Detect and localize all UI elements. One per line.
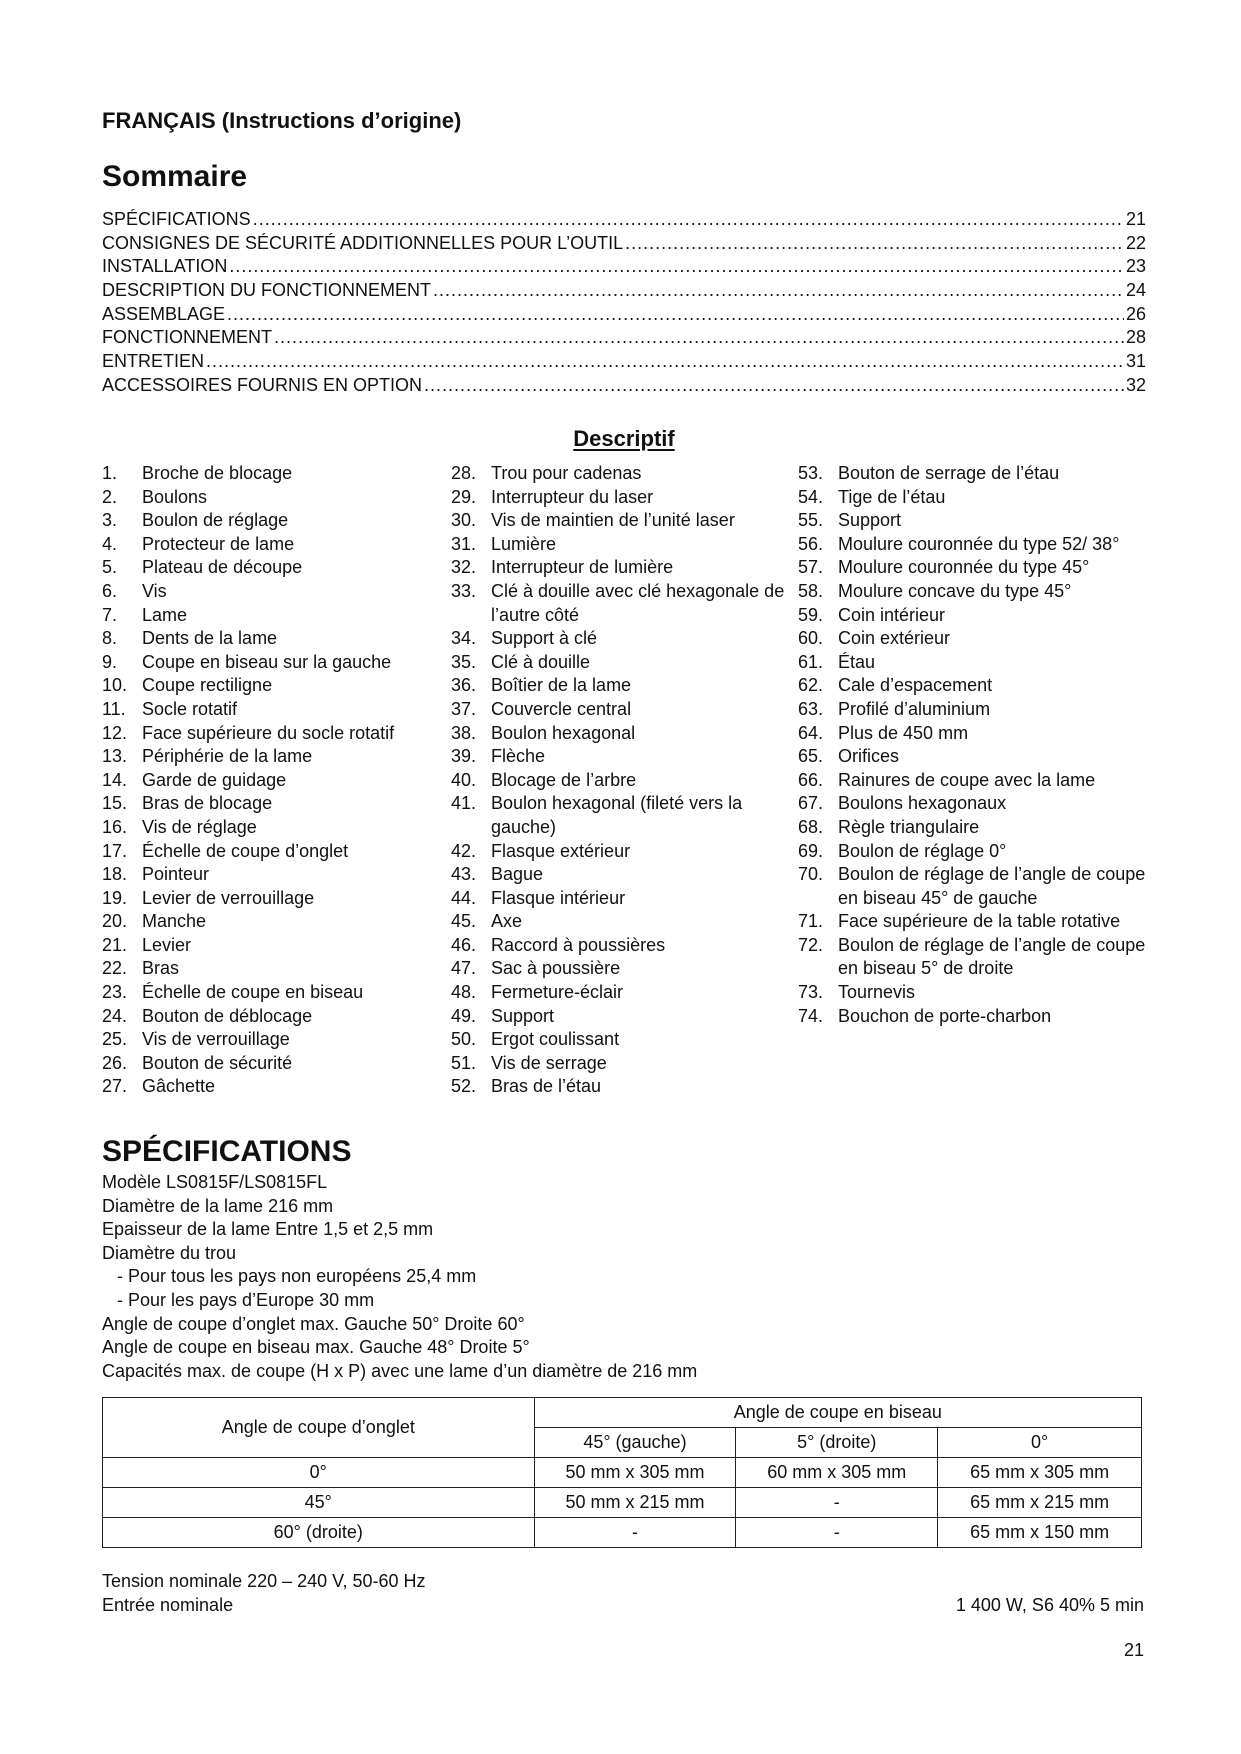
table-cell: 0° xyxy=(103,1458,535,1488)
toc-dot-leader xyxy=(229,255,1124,279)
part-list-item xyxy=(102,651,442,675)
part-list-item xyxy=(102,627,442,651)
part-name: Broche de blocage xyxy=(142,463,293,483)
part-name: Face supérieure du socle rotatif xyxy=(142,722,395,743)
part-number: 47. xyxy=(451,958,477,979)
specifications-list xyxy=(102,1171,697,1383)
part-number: 61. xyxy=(798,651,824,672)
part-list-item xyxy=(102,957,442,981)
toc-entry-page: 24 xyxy=(1125,280,1146,301)
part-number: 39. xyxy=(451,746,477,767)
part-list-item xyxy=(102,556,442,580)
part-name: Bouchon de porte-charbon xyxy=(838,1005,1052,1026)
part-number: 28. xyxy=(451,463,477,483)
spec-line: - Pour tous les pays non européens 25,4 mm xyxy=(117,1266,477,1287)
part-name: Trou pour cadenas xyxy=(491,463,642,483)
part-name: Pointeur xyxy=(142,864,210,885)
part-name: Échelle de coupe en biseau xyxy=(142,982,364,1003)
part-number: 11. xyxy=(102,698,126,719)
part-number: 55. xyxy=(798,510,824,531)
part-number: 2. xyxy=(102,486,118,507)
part-list-item xyxy=(451,674,796,698)
part-list-item xyxy=(451,722,796,746)
part-number: 26. xyxy=(102,1052,128,1073)
part-list-item xyxy=(102,887,442,911)
part-number: 29. xyxy=(451,486,477,507)
part-number: 57. xyxy=(798,557,824,578)
toc-entry-label: ASSEMBLAGE xyxy=(102,303,226,324)
part-name: Boulon de réglage de l’angle de coupe en biseau 5° de droite xyxy=(838,934,1146,979)
part-number: 15. xyxy=(102,793,128,814)
part-name: Flèche xyxy=(491,746,546,767)
part-number: 27. xyxy=(102,1076,128,1097)
bevel-col-header: 45° (gauche) xyxy=(534,1428,736,1458)
part-name: Dents de la lame xyxy=(142,628,278,649)
toc-entry[interactable] xyxy=(102,279,1146,303)
part-number: 62. xyxy=(798,675,824,696)
table-cell: 60 mm x 305 mm xyxy=(736,1458,938,1488)
specifications-title: SPÉCIFICATIONS xyxy=(102,1135,352,1168)
part-name: Face supérieure de la table rotative xyxy=(838,911,1121,932)
part-list-item xyxy=(451,698,796,722)
part-name: Raccord à poussières xyxy=(491,934,666,955)
part-list-item xyxy=(798,792,1148,816)
part-name: Boîtier de la lame xyxy=(491,675,632,696)
table-cell: 60° (droite) xyxy=(103,1518,535,1548)
part-list-item xyxy=(102,792,442,816)
part-number: 53. xyxy=(798,463,824,483)
part-name: Boulon de réglage xyxy=(142,510,289,531)
table-cell: - xyxy=(736,1518,938,1548)
part-list-item xyxy=(798,556,1148,580)
part-name: Moulure concave du type 45° xyxy=(838,580,1072,601)
toc-entry-label: CONSIGNES DE SÉCURITÉ ADDITIONNELLES POUR L’OUTIL xyxy=(102,232,624,253)
part-name: Boulons hexagonaux xyxy=(838,793,1007,814)
part-list-item xyxy=(798,604,1148,628)
toc-dot-leader xyxy=(424,374,1124,398)
part-list-item xyxy=(798,509,1148,533)
part-number: 38. xyxy=(451,722,477,743)
part-number: 65. xyxy=(798,746,824,767)
part-name: Plus de 450 mm xyxy=(838,722,969,743)
toc-dot-leader xyxy=(274,326,1124,350)
toc-entry-label: INSTALLATION xyxy=(102,256,228,277)
toc-dot-leader xyxy=(433,279,1124,303)
part-list-item xyxy=(102,840,442,864)
part-list-item xyxy=(451,840,796,864)
part-name: Boulon de réglage de l’angle de coupe en biseau 45° de gauche xyxy=(838,864,1146,908)
part-name: Vis de serrage xyxy=(491,1052,607,1073)
part-list-item xyxy=(451,462,796,486)
part-list-item xyxy=(451,910,796,934)
part-number: 59. xyxy=(798,604,824,625)
toc-entry-label: ACCESSOIRES FOURNIS EN OPTION xyxy=(102,374,423,395)
table-cell: - xyxy=(534,1518,736,1548)
toc-entry-page: 28 xyxy=(1125,327,1146,348)
part-number: 31. xyxy=(451,533,477,554)
part-number: 60. xyxy=(798,628,824,649)
part-name: Boulon hexagonal xyxy=(491,722,636,743)
part-number: 12. xyxy=(102,722,128,743)
part-name: Couvercle central xyxy=(491,698,632,719)
table-row xyxy=(103,1518,1142,1548)
spec-line: Angle de coupe d’onglet max. Gauche 50° Droite 60° xyxy=(102,1313,525,1334)
table-cell: 65 mm x 215 mm xyxy=(938,1488,1142,1518)
part-list-item xyxy=(451,769,796,793)
toc-dot-leader xyxy=(253,208,1124,232)
part-number: 51. xyxy=(451,1052,477,1073)
table-cell: - xyxy=(736,1488,938,1518)
part-list-item xyxy=(451,486,796,510)
part-name: Vis xyxy=(142,580,167,601)
part-list-item xyxy=(798,769,1148,793)
part-name: Flasque intérieur xyxy=(491,887,626,908)
toc-dot-leader xyxy=(227,303,1124,327)
part-number: 72. xyxy=(798,934,824,955)
part-number: 9. xyxy=(102,651,118,672)
part-name: Fermeture-éclair xyxy=(491,982,624,1003)
part-name: Levier xyxy=(142,934,192,955)
part-name: Blocage de l’arbre xyxy=(491,769,637,790)
part-name: Vis de réglage xyxy=(142,816,257,837)
part-number: 14. xyxy=(102,769,128,790)
part-number: 41. xyxy=(451,793,477,814)
part-name: Vis de maintien de l’unité laser xyxy=(491,510,735,531)
part-name: Étau xyxy=(838,651,876,672)
spec-line: Epaisseur de la lame Entre 1,5 et 2,5 mm xyxy=(102,1219,434,1240)
part-number: 35. xyxy=(451,651,477,672)
part-name: Clé à douille avec clé hexagonale de l’autre côté xyxy=(491,580,785,625)
spec-line: Capacités max. de coupe (H x P) avec une lame d’un diamètre de 216 mm xyxy=(102,1360,698,1381)
spec-line: Modèle LS0815F/LS0815FL xyxy=(102,1172,328,1192)
part-number: 52. xyxy=(451,1076,477,1097)
part-number: 56. xyxy=(798,533,824,554)
part-number: 23. xyxy=(102,982,128,1003)
rated-input-value: 1 400 W, S6 40% 5 min xyxy=(955,1595,1144,1615)
toc-entry[interactable] xyxy=(102,208,1146,232)
part-list-item xyxy=(102,533,442,557)
part-list-item xyxy=(102,722,442,746)
part-name: Cale d’espacement xyxy=(838,675,993,696)
part-number: 37. xyxy=(451,698,477,719)
table-cell: 50 mm x 215 mm xyxy=(534,1488,736,1518)
part-list-item xyxy=(102,816,442,840)
part-number: 64. xyxy=(798,722,824,743)
part-name: Orifices xyxy=(838,746,900,767)
part-number: 71. xyxy=(798,911,824,932)
part-name: Tige de l’étau xyxy=(838,486,946,507)
part-list-item xyxy=(798,863,1148,910)
part-name: Axe xyxy=(491,911,523,932)
part-list-item xyxy=(798,934,1148,981)
part-name: Sac à poussière xyxy=(491,958,621,979)
part-number: 63. xyxy=(798,698,824,719)
toc-entry[interactable] xyxy=(102,326,1146,350)
part-number: 20. xyxy=(102,911,128,932)
part-list-item xyxy=(451,580,796,627)
miter-angle-header: Angle de coupe d’onglet xyxy=(103,1398,535,1458)
part-name: Protecteur de lame xyxy=(142,533,295,554)
part-name: Clé à douille xyxy=(491,651,591,672)
part-number: 44. xyxy=(451,887,477,908)
part-name: Garde de guidage xyxy=(142,769,287,790)
toc-title: Sommaire xyxy=(102,160,248,193)
part-number: 30. xyxy=(451,510,477,531)
part-number: 1. xyxy=(102,463,118,483)
part-name: Échelle de coupe d’onglet xyxy=(142,840,349,861)
toc-entry[interactable] xyxy=(102,374,1146,398)
part-name: Moulure couronnée du type 45° xyxy=(838,557,1090,578)
rated-input-label: Entrée nominale xyxy=(102,1595,234,1615)
part-number: 3. xyxy=(102,510,118,531)
part-name: Périphérie de la lame xyxy=(142,746,313,767)
part-list-item xyxy=(798,698,1148,722)
part-list-item xyxy=(102,934,442,958)
part-number: 73. xyxy=(798,982,824,1003)
spec-line: Diamètre du trou xyxy=(102,1242,237,1263)
part-list-item xyxy=(451,1028,796,1052)
toc-entry-page: 32 xyxy=(1125,374,1146,395)
part-number: 68. xyxy=(798,816,824,837)
part-number: 54. xyxy=(798,486,824,507)
part-list-item xyxy=(102,910,442,934)
part-name: Bouton de sécurité xyxy=(142,1052,293,1073)
part-list-item xyxy=(102,604,442,628)
descriptif-column-1 xyxy=(102,462,442,1099)
page-number: 21 xyxy=(1123,1640,1144,1660)
part-name: Règle triangulaire xyxy=(838,816,980,837)
part-number: 18. xyxy=(102,864,128,885)
part-list-item xyxy=(451,627,796,651)
part-list-item xyxy=(451,1052,796,1076)
part-list-item xyxy=(451,533,796,557)
part-number: 40. xyxy=(451,769,477,790)
part-number: 16. xyxy=(102,816,128,837)
part-number: 6. xyxy=(102,580,118,601)
toc-entry-label: ENTRETIEN xyxy=(102,351,205,372)
part-number: 36. xyxy=(451,675,477,696)
part-name: Ergot coulissant xyxy=(491,1029,620,1050)
part-list-item xyxy=(102,698,442,722)
part-name: Profilé d’aluminium xyxy=(838,698,991,719)
part-name: Moulure couronnée du type 52/ 38° xyxy=(838,533,1120,554)
part-name: Gâchette xyxy=(142,1076,216,1097)
toc-entry[interactable] xyxy=(102,350,1146,374)
table-of-contents xyxy=(102,208,1146,398)
part-name: Bouton de déblocage xyxy=(142,1005,313,1026)
part-number: 74. xyxy=(798,1005,824,1026)
part-name: Boulons xyxy=(142,486,208,507)
part-list-item xyxy=(451,981,796,1005)
spec-line: - Pour les pays d’Europe 30 mm xyxy=(117,1289,375,1310)
part-list-item xyxy=(102,1028,442,1052)
part-number: 46. xyxy=(451,934,477,955)
part-number: 8. xyxy=(102,628,118,649)
toc-dot-leader xyxy=(625,232,1124,256)
descriptif-column-3 xyxy=(798,462,1148,1028)
part-list-item xyxy=(798,651,1148,675)
part-name: Bras xyxy=(142,958,180,979)
bevel-col-header: 5° (droite) xyxy=(736,1428,938,1458)
part-number: 69. xyxy=(798,840,824,861)
part-list-item xyxy=(451,863,796,887)
toc-entry[interactable] xyxy=(102,232,1146,256)
part-list-item xyxy=(451,1005,796,1029)
part-name: Interrupteur du laser xyxy=(491,486,654,507)
spec-line: Diamètre de la lame 216 mm xyxy=(102,1195,334,1216)
part-list-item xyxy=(798,486,1148,510)
part-list-item xyxy=(451,934,796,958)
part-number: 17. xyxy=(102,840,128,861)
part-name: Socle rotatif xyxy=(142,698,238,719)
rated-voltage: Tension nominale 220 – 240 V, 50-60 Hz xyxy=(102,1571,426,1591)
toc-entry-page: 21 xyxy=(1125,209,1146,229)
table-cell: 65 mm x 150 mm xyxy=(938,1518,1142,1548)
part-name: Coupe en biseau sur la gauche xyxy=(142,651,392,672)
part-number: 32. xyxy=(451,557,477,578)
part-number: 66. xyxy=(798,769,824,790)
part-list-item xyxy=(798,910,1148,934)
part-name: Bague xyxy=(491,864,544,885)
part-list-item xyxy=(798,722,1148,746)
toc-entry-label: FONCTIONNEMENT xyxy=(102,327,272,348)
toc-entry-label: DESCRIPTION DU FONCTIONNEMENT xyxy=(102,280,432,301)
capacity-table xyxy=(102,1397,1142,1548)
part-number: 10. xyxy=(102,675,128,696)
part-number: 24. xyxy=(102,1005,128,1026)
table-row xyxy=(103,1458,1142,1488)
part-name: Coupe rectiligne xyxy=(142,675,273,696)
part-name: Rainures de coupe avec la lame xyxy=(838,769,1096,790)
part-list-item xyxy=(798,674,1148,698)
part-list-item xyxy=(798,580,1148,604)
part-list-item xyxy=(102,745,442,769)
part-list-item xyxy=(451,556,796,580)
part-number: 5. xyxy=(102,557,118,578)
spec-line: Angle de coupe en biseau max. Gauche 48° Droite 5° xyxy=(102,1337,530,1358)
part-number: 50. xyxy=(451,1029,477,1050)
part-number: 19. xyxy=(102,887,128,908)
part-number: 7. xyxy=(102,604,118,625)
part-number: 45. xyxy=(451,911,477,932)
toc-entry-page: 31 xyxy=(1125,351,1146,372)
part-list-item xyxy=(102,509,442,533)
part-list-item xyxy=(451,792,796,839)
part-list-item xyxy=(451,651,796,675)
toc-entry-page: 23 xyxy=(1125,256,1146,277)
part-list-item xyxy=(798,745,1148,769)
part-name: Manche xyxy=(142,911,207,932)
part-list-item xyxy=(798,1005,1148,1029)
part-list-item xyxy=(451,887,796,911)
part-name: Support xyxy=(838,510,902,531)
part-number: 34. xyxy=(451,628,477,649)
part-list-item xyxy=(102,981,442,1005)
part-number: 22. xyxy=(102,958,128,979)
part-number: 70. xyxy=(798,864,824,885)
bevel-col-header: 0° xyxy=(938,1428,1142,1458)
part-name: Levier de verrouillage xyxy=(142,887,315,908)
toc-entry-label: SPÉCIFICATIONS xyxy=(102,209,251,229)
part-number: 13. xyxy=(102,746,128,767)
part-name: Plateau de découpe xyxy=(142,557,303,578)
part-number: 43. xyxy=(451,864,477,885)
part-list-item xyxy=(102,580,442,604)
part-name: Support à clé xyxy=(491,628,598,649)
part-number: 42. xyxy=(451,840,477,861)
part-name: Coin intérieur xyxy=(838,604,946,625)
table-row xyxy=(103,1488,1142,1518)
part-list-item xyxy=(798,816,1148,840)
part-number: 4. xyxy=(102,533,118,554)
part-name: Lumière xyxy=(491,533,557,554)
table-cell: 65 mm x 305 mm xyxy=(938,1458,1142,1488)
part-number: 25. xyxy=(102,1029,128,1050)
part-list-item xyxy=(102,863,442,887)
part-number: 67. xyxy=(798,793,824,814)
part-list-item xyxy=(102,462,442,486)
table-cell: 50 mm x 305 mm xyxy=(534,1458,736,1488)
part-name: Support xyxy=(491,1005,555,1026)
part-number: 48. xyxy=(451,982,477,1003)
part-list-item xyxy=(102,1075,442,1099)
part-list-item xyxy=(798,981,1148,1005)
part-list-item xyxy=(102,1052,442,1076)
descriptif-title: Descriptif xyxy=(573,426,675,451)
part-name: Lame xyxy=(142,604,188,625)
toc-entry[interactable] xyxy=(102,255,1146,279)
descriptif-column-2 xyxy=(451,462,796,1099)
toc-entry-page: 26 xyxy=(1125,303,1146,324)
language-title: FRANÇAIS (Instructions d’origine) xyxy=(102,108,462,133)
part-name: Boulon de réglage 0° xyxy=(838,840,1007,861)
part-list-item xyxy=(102,674,442,698)
bevel-angle-header: Angle de coupe en biseau xyxy=(534,1398,1141,1428)
part-list-item xyxy=(798,533,1148,557)
part-name: Vis de verrouillage xyxy=(142,1029,290,1050)
part-name: Flasque extérieur xyxy=(491,840,631,861)
part-list-item xyxy=(451,957,796,981)
part-number: 58. xyxy=(798,580,824,601)
toc-dot-leader xyxy=(206,350,1124,374)
part-list-item xyxy=(102,769,442,793)
part-name: Boulon hexagonal (fileté vers la gauche) xyxy=(491,793,743,837)
part-name: Interrupteur de lumière xyxy=(491,557,674,578)
part-name: Tournevis xyxy=(838,982,916,1003)
part-name: Bouton de serrage de l’étau xyxy=(838,463,1060,483)
part-name: Bras de blocage xyxy=(142,793,273,814)
part-list-item xyxy=(451,1075,796,1099)
table-cell: 45° xyxy=(103,1488,535,1518)
part-number: 49. xyxy=(451,1005,477,1026)
part-list-item xyxy=(451,509,796,533)
toc-entry[interactable] xyxy=(102,303,1146,327)
part-name: Coin extérieur xyxy=(838,628,951,649)
part-list-item xyxy=(798,840,1148,864)
part-number: 33. xyxy=(451,580,477,601)
part-name: Bras de l’étau xyxy=(491,1076,602,1097)
toc-entry-page: 22 xyxy=(1125,232,1146,253)
part-list-item xyxy=(798,462,1148,486)
part-list-item xyxy=(102,486,442,510)
part-list-item xyxy=(451,745,796,769)
part-number: 21. xyxy=(102,934,128,955)
part-list-item xyxy=(798,627,1148,651)
part-list-item xyxy=(102,1005,442,1029)
